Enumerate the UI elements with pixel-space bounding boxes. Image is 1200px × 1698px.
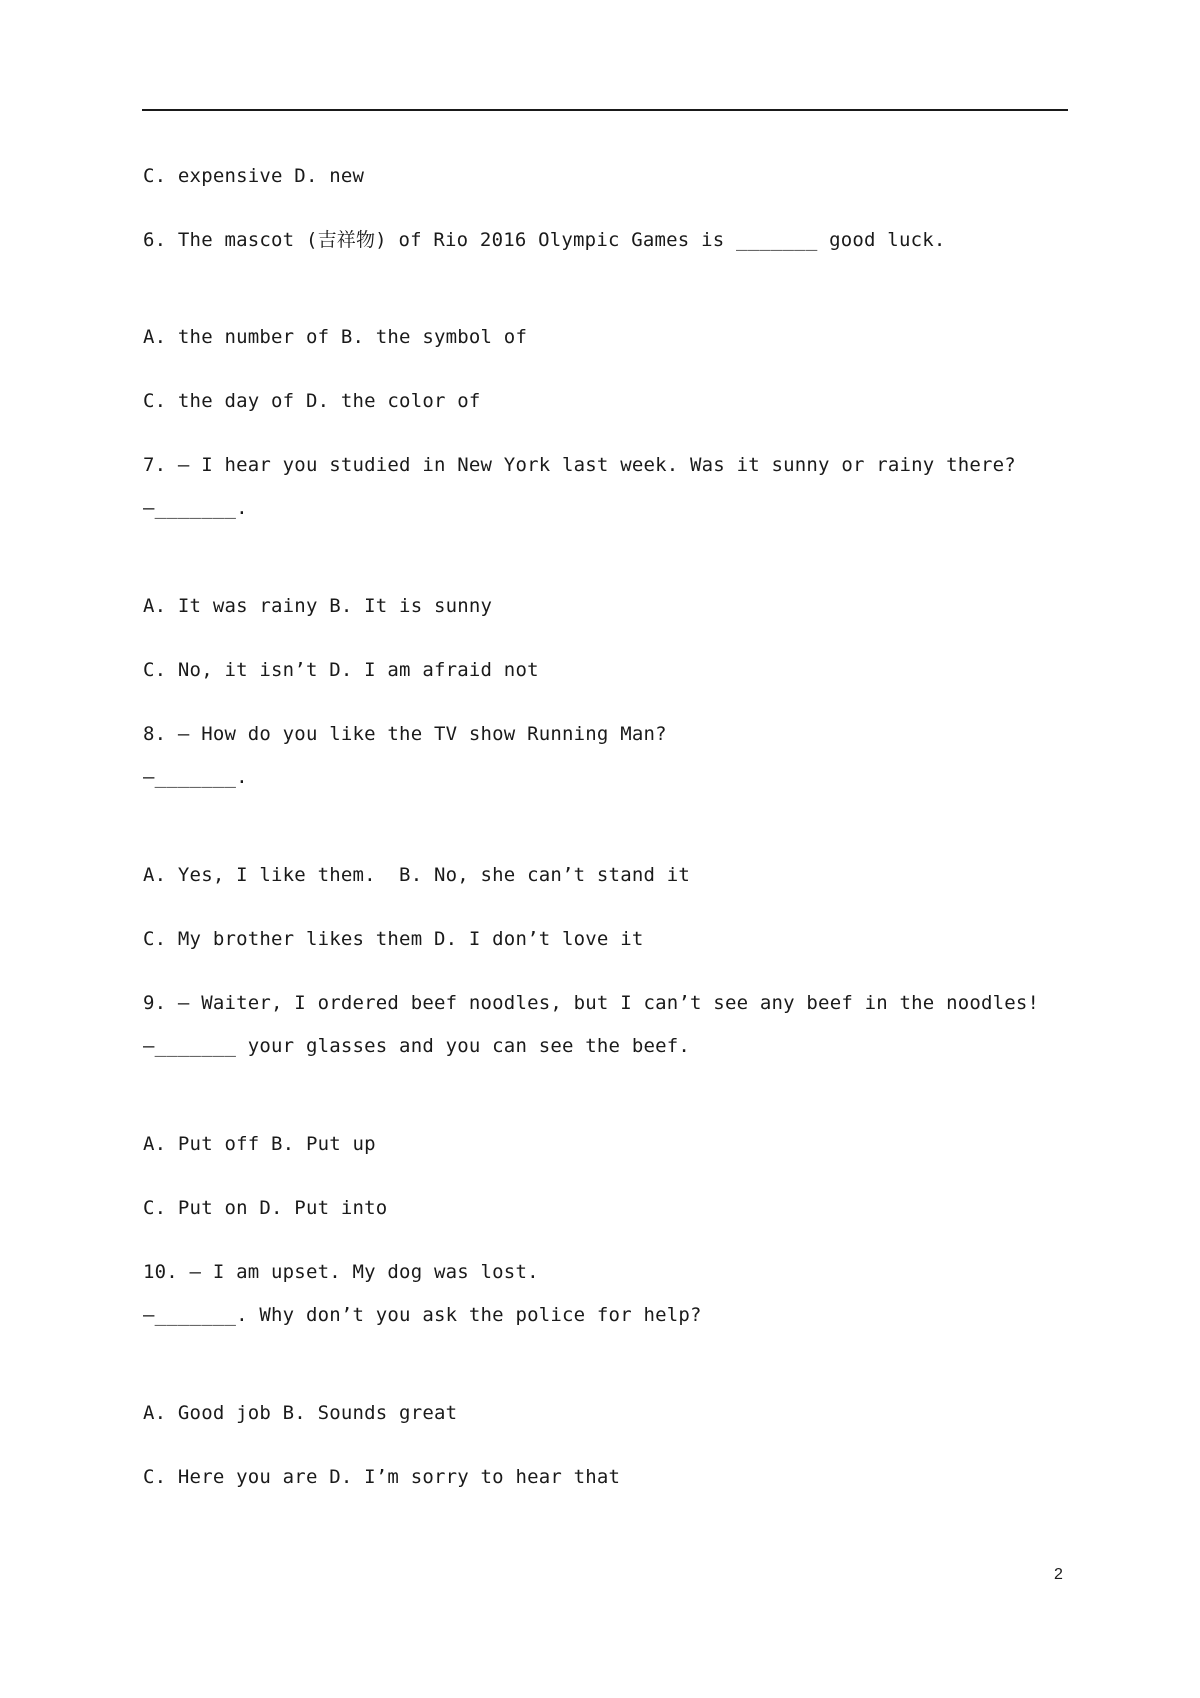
q8-options-ab: A. Yes, I like them. B. No, she can’t stand it (143, 864, 691, 886)
q9-answer-blank: —_______ your glasses and you can see the beef. (143, 1035, 691, 1057)
q8-options-cd: C. My brother likes them D. I don’t love it (143, 928, 644, 950)
q8-question: 8. — How do you like the TV show Running Man? (143, 723, 667, 745)
header-rule (142, 109, 1068, 111)
q7-options-ab: A. It was rainy B. It is sunny (143, 595, 493, 617)
q7-options-cd: C. No, it isn’t D. I am afraid not (143, 659, 539, 681)
page-number: 2 (1054, 1566, 1063, 1583)
q7-answer-blank: —_______. (143, 497, 248, 519)
q6-options-ab: A. the number of B. the symbol of (143, 326, 528, 348)
q6-options-cd: C. the day of D. the color of (143, 390, 481, 412)
q10-options-ab: A. Good job B. Sounds great (143, 1402, 458, 1424)
q10-question: 10. — I am upset. My dog was lost. (143, 1261, 539, 1283)
q9-options-cd: C. Put on D. Put into (143, 1197, 388, 1219)
q10-answer-blank: —_______. Why don’t you ask the police for help? (143, 1304, 702, 1326)
q5-options-cd: C. expensive D. new (143, 165, 365, 187)
q9-question: 9. — Waiter, I ordered beef noodles, but I can’t see any beef in the noodles! (143, 992, 1040, 1014)
q6-question: 6. The mascot (吉祥物) of Rio 2016 Olympic Games is _______ good luck. (143, 229, 946, 251)
q7-question: 7. — I hear you studied in New York last week. Was it sunny or rainy there? (143, 454, 1016, 476)
q9-options-ab: A. Put off B. Put up (143, 1133, 376, 1155)
q8-answer-blank: —_______. (143, 766, 248, 788)
q10-options-cd: C. Here you are D. I’m sorry to hear that (143, 1466, 621, 1488)
